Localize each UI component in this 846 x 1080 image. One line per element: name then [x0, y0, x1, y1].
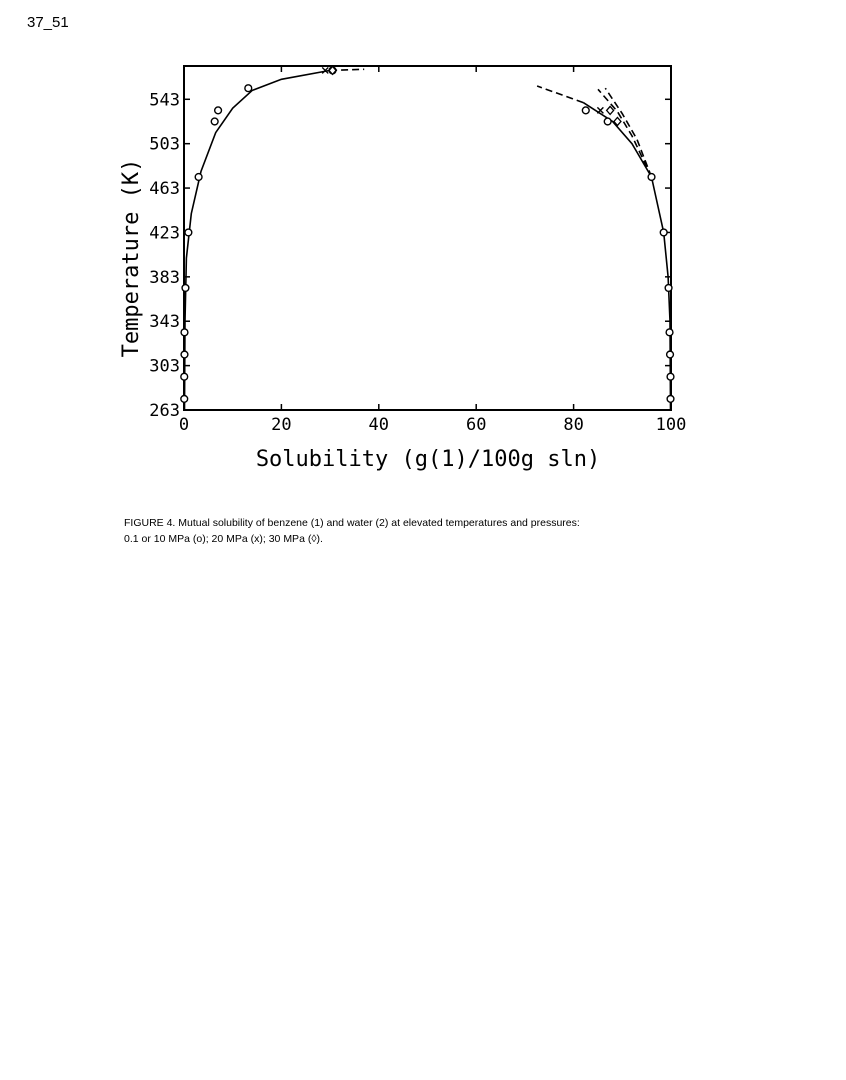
- data-point-circle: [648, 174, 655, 181]
- data-point-circle: [195, 174, 202, 181]
- x-axis-label: Solubility (g(1)/100g sln): [255, 447, 601, 472]
- data-point-circle: [660, 229, 667, 236]
- y-axis-label: Temperature (K): [119, 158, 144, 358]
- data-point-circle: [667, 396, 674, 403]
- data-point-circle: [245, 85, 252, 92]
- y-tick-label: 343: [149, 312, 180, 333]
- data-point-circle: [665, 285, 672, 292]
- caption-line-2: 0.1 or 10 MPa (o); 20 MPa (x); 30 MPa (◊).: [124, 533, 323, 545]
- curves: [185, 69, 671, 410]
- data-point-x: [597, 107, 603, 113]
- solubility-curve: [185, 70, 331, 410]
- data-point-diamond: [607, 106, 614, 114]
- page-id: 37_51: [27, 14, 69, 31]
- data-point-circle: [181, 351, 188, 358]
- x-tick-label: 60: [465, 415, 487, 435]
- data-point-circle: [181, 373, 188, 380]
- data-point-circle: [667, 373, 674, 380]
- data-point-circle: [185, 229, 192, 236]
- y-tick-label: 503: [149, 134, 180, 155]
- plot-border: [184, 66, 671, 410]
- data-point-circle: [666, 329, 673, 336]
- x-tick-label: 20: [271, 415, 292, 435]
- y-tick-label: 303: [149, 356, 180, 377]
- data-point-circle: [667, 351, 674, 358]
- solubility-curve: [583, 103, 670, 410]
- dashed-curve: [537, 86, 583, 103]
- y-tick-label: 383: [149, 267, 180, 288]
- data-point-circle: [181, 396, 188, 403]
- x-tick-label: 0: [178, 415, 190, 435]
- x-tick-label: 80: [563, 415, 584, 435]
- x-tick-label: 40: [368, 415, 390, 435]
- data-point-circle: [604, 118, 611, 125]
- data-point-circle: [182, 285, 189, 292]
- data-point-circle: [181, 329, 188, 336]
- y-tick-label: 463: [149, 179, 180, 200]
- data-point-circle: [215, 107, 222, 114]
- data-point-circle: [582, 107, 589, 114]
- y-tick-label: 263: [149, 401, 180, 421]
- caption-line-1: FIGURE 4. Mutual solubility of benzene (1) and water (2) at elevated temperatures and pressures:: [124, 517, 580, 529]
- y-tick-label: 423: [149, 223, 180, 244]
- figure-caption: [124, 515, 580, 547]
- y-tick-label: 543: [149, 90, 180, 111]
- data-point-circle: [211, 118, 218, 125]
- markers: [181, 66, 674, 402]
- plot-frame: [184, 66, 671, 410]
- chart: [0, 0, 846, 500]
- x-tick-label: 100: [655, 415, 687, 435]
